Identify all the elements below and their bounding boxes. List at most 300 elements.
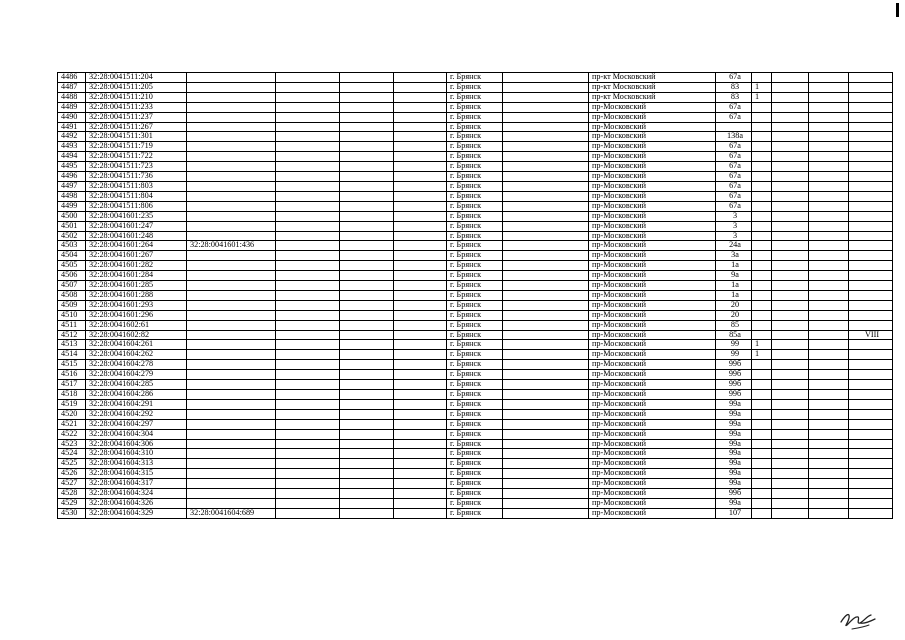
empty-cell [503,201,589,211]
empty-cell [772,132,809,142]
row-number-cell: 4486 [58,73,86,83]
empty-cell [276,360,340,370]
empty-cell [503,469,589,479]
related-cadastral-number-cell [187,380,276,390]
table-row [58,152,893,162]
empty-cell [503,399,589,409]
empty-cell [276,281,340,291]
empty-cell [809,370,849,380]
empty-cell [394,370,447,380]
row-number-cell: 4508 [58,290,86,300]
city-cell: г. Брянск [447,350,503,360]
empty-cell [276,132,340,142]
empty-cell [394,350,447,360]
room-cell [849,92,893,102]
building-cell [752,221,772,231]
building-cell [752,122,772,132]
street-cell: пр-Московский [589,281,716,291]
city-cell: г. Брянск [447,152,503,162]
room-cell [849,142,893,152]
empty-cell [809,380,849,390]
street-cell: пр-Московский [589,132,716,142]
empty-cell [809,508,849,518]
empty-cell [809,330,849,340]
cadastral-number-cell: 32:28:0041604:304 [86,429,187,439]
house-number-cell: 67а [716,191,752,201]
empty-cell [503,271,589,281]
room-cell [849,271,893,281]
related-cadastral-number-cell [187,132,276,142]
empty-cell [809,211,849,221]
empty-cell [394,271,447,281]
city-cell: г. Брянск [447,489,503,499]
empty-cell [394,261,447,271]
related-cadastral-number-cell [187,181,276,191]
building-cell [752,498,772,508]
empty-cell [394,201,447,211]
empty-cell [772,251,809,261]
empty-cell [394,162,447,172]
street-cell: пр-Московский [589,479,716,489]
related-cadastral-number-cell [187,459,276,469]
room-cell [849,172,893,182]
street-cell: пр-Московский [589,350,716,360]
street-cell: пр-Московский [589,112,716,122]
building-cell [752,251,772,261]
house-number-cell: 99б [716,360,752,370]
empty-cell [772,102,809,112]
row-number-cell: 4517 [58,380,86,390]
empty-cell [394,73,447,83]
empty-cell [276,241,340,251]
empty-cell [772,449,809,459]
room-cell [849,409,893,419]
building-cell [752,429,772,439]
empty-cell [772,330,809,340]
room-cell [849,508,893,518]
empty-cell [772,261,809,271]
empty-cell [340,211,394,221]
empty-cell [340,221,394,231]
related-cadastral-number-cell [187,162,276,172]
building-cell [752,191,772,201]
empty-cell [276,271,340,281]
street-cell: пр-Московский [589,409,716,419]
street-cell: пр-Московский [589,370,716,380]
table-row [58,162,893,172]
city-cell: г. Брянск [447,459,503,469]
empty-cell [772,439,809,449]
empty-cell [772,370,809,380]
row-number-cell: 4516 [58,370,86,380]
room-cell [849,152,893,162]
related-cadastral-number-cell [187,211,276,221]
empty-cell [276,221,340,231]
street-cell: пр-Московский [589,102,716,112]
empty-cell [772,221,809,231]
city-cell: г. Брянск [447,241,503,251]
empty-cell [340,508,394,518]
empty-cell [276,399,340,409]
empty-cell [809,340,849,350]
building-cell [752,370,772,380]
empty-cell [809,251,849,261]
related-cadastral-number-cell [187,172,276,182]
related-cadastral-number-cell [187,429,276,439]
row-number-cell: 4511 [58,320,86,330]
empty-cell [276,112,340,122]
building-cell: 1 [752,82,772,92]
empty-cell [809,449,849,459]
empty-cell [276,162,340,172]
cadastral-number-cell: 32:28:0041511:806 [86,201,187,211]
street-cell: пр-Московский [589,508,716,518]
street-cell: пр-Московский [589,162,716,172]
room-cell [849,102,893,112]
empty-cell [276,498,340,508]
empty-cell [394,498,447,508]
empty-cell [340,439,394,449]
empty-cell [503,409,589,419]
empty-cell [340,300,394,310]
empty-cell [809,82,849,92]
related-cadastral-number-cell [187,102,276,112]
row-number-cell: 4509 [58,300,86,310]
city-cell: г. Брянск [447,330,503,340]
empty-cell [772,409,809,419]
room-cell [849,112,893,122]
building-cell [752,409,772,419]
city-cell: г. Брянск [447,399,503,409]
cadastral-number-cell: 32:28:0041511:210 [86,92,187,102]
row-number-cell: 4488 [58,92,86,102]
empty-cell [503,310,589,320]
city-cell: г. Брянск [447,221,503,231]
building-cell [752,310,772,320]
empty-cell [340,271,394,281]
empty-cell [276,181,340,191]
empty-cell [340,419,394,429]
table-row [58,449,893,459]
empty-cell [772,459,809,469]
house-number-cell: 99 [716,340,752,350]
street-cell: пр-Московский [589,469,716,479]
empty-cell [772,390,809,400]
row-number-cell: 4527 [58,479,86,489]
empty-cell [503,300,589,310]
table-row [58,419,893,429]
related-cadastral-number-cell [187,82,276,92]
empty-cell [340,310,394,320]
empty-cell [503,508,589,518]
related-cadastral-number-cell [187,112,276,122]
empty-cell [503,281,589,291]
empty-cell [503,489,589,499]
building-cell [752,132,772,142]
row-number-cell: 4493 [58,142,86,152]
table-row [58,102,893,112]
row-number-cell: 4504 [58,251,86,261]
city-cell: г. Брянск [447,261,503,271]
cadastral-number-cell: 32:28:0041511:233 [86,102,187,112]
related-cadastral-number-cell [187,251,276,261]
table-row [58,92,893,102]
empty-cell [340,399,394,409]
room-cell [849,419,893,429]
room-cell [849,211,893,221]
cadastral-number-cell: 32:28:0041604:310 [86,449,187,459]
table-row [58,360,893,370]
city-cell: г. Брянск [447,122,503,132]
empty-cell [503,172,589,182]
empty-cell [340,370,394,380]
related-cadastral-number-cell [187,221,276,231]
empty-cell [772,290,809,300]
empty-cell [503,181,589,191]
empty-cell [772,172,809,182]
street-cell: пр-кт Московский [589,73,716,83]
empty-cell [809,102,849,112]
building-cell [752,320,772,330]
empty-cell [394,429,447,439]
table-row [58,399,893,409]
street-cell: пр-Московский [589,449,716,459]
city-cell: г. Брянск [447,479,503,489]
house-number-cell: 67а [716,152,752,162]
related-cadastral-number-cell [187,390,276,400]
table-row [58,251,893,261]
city-cell: г. Брянск [447,73,503,83]
street-cell: пр-Московский [589,191,716,201]
empty-cell [340,251,394,261]
house-number-cell: 99а [716,439,752,449]
row-number-cell: 4498 [58,191,86,201]
empty-cell [503,370,589,380]
related-cadastral-number-cell [187,330,276,340]
empty-cell [394,459,447,469]
empty-cell [340,231,394,241]
building-cell [752,390,772,400]
empty-cell [340,479,394,489]
row-number-cell: 4522 [58,429,86,439]
house-number-cell: 85а [716,330,752,340]
empty-cell [772,162,809,172]
empty-cell [809,142,849,152]
empty-cell [503,132,589,142]
empty-cell [772,340,809,350]
empty-cell [772,191,809,201]
empty-cell [503,112,589,122]
row-number-cell: 4505 [58,261,86,271]
empty-cell [503,73,589,83]
empty-cell [340,320,394,330]
row-number-cell: 4490 [58,112,86,122]
empty-cell [394,419,447,429]
house-number-cell: 99б [716,390,752,400]
row-number-cell: 4520 [58,409,86,419]
empty-cell [809,201,849,211]
building-cell [752,102,772,112]
related-cadastral-number-cell [187,419,276,429]
room-cell [849,221,893,231]
row-number-cell: 4495 [58,162,86,172]
cadastral-number-cell: 32:28:0041604:286 [86,390,187,400]
city-cell: г. Брянск [447,211,503,221]
empty-cell [276,191,340,201]
empty-cell [503,162,589,172]
empty-cell [340,181,394,191]
empty-cell [809,489,849,499]
city-cell: г. Брянск [447,132,503,142]
empty-cell [809,112,849,122]
row-number-cell: 4494 [58,152,86,162]
city-cell: г. Брянск [447,340,503,350]
cadastral-number-cell: 32:28:0041511:237 [86,112,187,122]
room-cell [849,340,893,350]
building-cell [752,181,772,191]
related-cadastral-number-cell [187,409,276,419]
row-number-cell: 4525 [58,459,86,469]
related-cadastral-number-cell [187,360,276,370]
registry-table [57,72,893,519]
table-row [58,231,893,241]
street-cell: пр-Московский [589,459,716,469]
empty-cell [503,152,589,162]
empty-cell [809,390,849,400]
street-cell: пр-Московский [589,152,716,162]
empty-cell [503,419,589,429]
empty-cell [503,142,589,152]
room-cell [849,241,893,251]
empty-cell [394,132,447,142]
building-cell [752,419,772,429]
cadastral-number-cell: 32:28:0041604:329 [86,508,187,518]
street-cell: пр-Московский [589,142,716,152]
cadastral-number-cell: 32:28:0041601:282 [86,261,187,271]
empty-cell [809,290,849,300]
related-cadastral-number-cell [187,479,276,489]
city-cell: г. Брянск [447,409,503,419]
row-number-cell: 4506 [58,271,86,281]
city-cell: г. Брянск [447,498,503,508]
empty-cell [503,251,589,261]
building-cell [752,152,772,162]
empty-cell [276,172,340,182]
empty-cell [276,231,340,241]
building-cell [752,459,772,469]
city-cell: г. Брянск [447,390,503,400]
city-cell: г. Брянск [447,320,503,330]
empty-cell [503,479,589,489]
cadastral-number-cell: 32:28:0041601:293 [86,300,187,310]
empty-cell [394,172,447,182]
table-row [58,498,893,508]
house-number-cell: 107 [716,508,752,518]
room-cell [849,350,893,360]
room-cell [849,73,893,83]
empty-cell [394,152,447,162]
city-cell: г. Брянск [447,380,503,390]
empty-cell [772,350,809,360]
empty-cell [503,459,589,469]
empty-cell [340,350,394,360]
table-row [58,489,893,499]
room-cell [849,162,893,172]
cadastral-number-cell: 32:28:0041604:285 [86,380,187,390]
empty-cell [503,261,589,271]
house-number-cell: 67а [716,201,752,211]
row-number-cell: 4491 [58,122,86,132]
house-number-cell: 1а [716,290,752,300]
street-cell: пр-Московский [589,122,716,132]
house-number-cell: 24а [716,241,752,251]
empty-cell [772,271,809,281]
empty-cell [340,122,394,132]
cadastral-number-cell: 32:28:0041604:326 [86,498,187,508]
city-cell: г. Брянск [447,112,503,122]
cadastral-number-cell: 32:28:0041602:82 [86,330,187,340]
empty-cell [394,231,447,241]
house-number-cell: 1а [716,261,752,271]
row-number-cell: 4514 [58,350,86,360]
empty-cell [809,221,849,231]
room-cell [849,201,893,211]
empty-cell [394,92,447,102]
empty-cell [772,498,809,508]
house-number-cell: 67а [716,112,752,122]
empty-cell [340,429,394,439]
room-cell [849,251,893,261]
cadastral-number-cell: 32:28:0041604:306 [86,439,187,449]
cadastral-number-cell: 32:28:0041601:247 [86,221,187,231]
empty-cell [809,459,849,469]
empty-cell [394,409,447,419]
room-cell [849,479,893,489]
house-number-cell: 3 [716,231,752,241]
street-cell: пр-Московский [589,429,716,439]
building-cell [752,201,772,211]
empty-cell [809,300,849,310]
cadastral-number-cell: 32:28:0041602:61 [86,320,187,330]
empty-cell [809,360,849,370]
empty-cell [394,211,447,221]
empty-cell [809,132,849,142]
house-number-cell: 20 [716,300,752,310]
related-cadastral-number-cell [187,449,276,459]
table-row [58,390,893,400]
room-cell [849,459,893,469]
house-number-cell: 99а [716,399,752,409]
cadastral-number-cell: 32:28:0041511:736 [86,172,187,182]
empty-cell [340,360,394,370]
row-number-cell: 4513 [58,340,86,350]
city-cell: г. Брянск [447,251,503,261]
empty-cell [809,409,849,419]
empty-cell [809,181,849,191]
empty-cell [772,73,809,83]
cadastral-number-cell: 32:28:0041511:719 [86,142,187,152]
street-cell: пр-Московский [589,201,716,211]
empty-cell [340,498,394,508]
empty-cell [276,73,340,83]
city-cell: г. Брянск [447,271,503,281]
house-number-cell: 3 [716,221,752,231]
room-cell [849,300,893,310]
building-cell [752,271,772,281]
related-cadastral-number-cell [187,340,276,350]
cadastral-number-cell: 32:28:0041601:248 [86,231,187,241]
empty-cell [394,142,447,152]
